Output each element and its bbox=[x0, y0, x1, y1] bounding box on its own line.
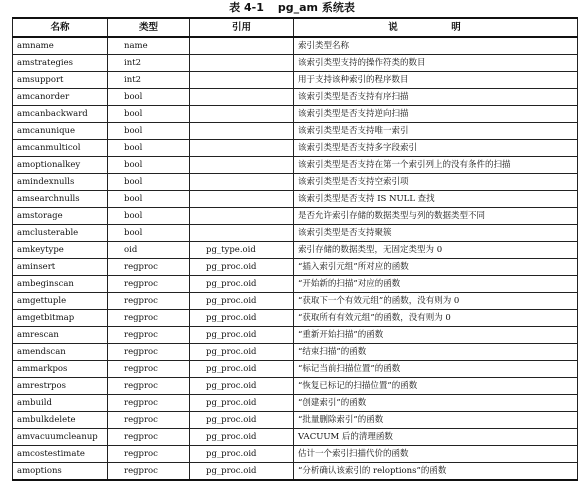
cell-name: amclusterable bbox=[13, 225, 108, 242]
cell-name: amname bbox=[13, 37, 108, 55]
header-row bbox=[13, 18, 578, 37]
cell-type: regproc bbox=[108, 395, 190, 412]
cell-type: name bbox=[108, 37, 190, 55]
cell-type: bool bbox=[108, 225, 190, 242]
cell-reference bbox=[190, 37, 294, 55]
table-row bbox=[13, 378, 578, 395]
cell-reference bbox=[190, 157, 294, 174]
table-row bbox=[13, 412, 578, 429]
cell-type: regproc bbox=[108, 378, 190, 395]
cell-name: ammarkpos bbox=[13, 361, 108, 378]
cell-description: VACUUM 后的清理函数 bbox=[294, 429, 578, 446]
table-row bbox=[13, 344, 578, 361]
table-row bbox=[13, 89, 578, 106]
cell-reference: pg_proc.oid bbox=[190, 293, 294, 310]
table-row bbox=[13, 37, 578, 55]
cell-reference: pg_proc.oid bbox=[190, 446, 294, 463]
cell-description: “批量删除索引”的函数 bbox=[294, 412, 578, 429]
cell-description: 估计一个索引扫描代价的函数 bbox=[294, 446, 578, 463]
cell-description: 该索引类型是否支持 IS NULL 查找 bbox=[294, 191, 578, 208]
cell-description: “获取所有有效元组”的函数，没有则为 0 bbox=[294, 310, 578, 327]
caption-number: 表 4-1 bbox=[229, 1, 264, 14]
table-row bbox=[13, 293, 578, 310]
cell-name: amcanunique bbox=[13, 123, 108, 140]
cell-type: regproc bbox=[108, 446, 190, 463]
table-row bbox=[13, 327, 578, 344]
cell-name: amoptionalkey bbox=[13, 157, 108, 174]
cell-reference: pg_proc.oid bbox=[190, 310, 294, 327]
cell-type: bool bbox=[108, 106, 190, 123]
cell-description: “获取下一个有效元组”的函数，没有则为 0 bbox=[294, 293, 578, 310]
cell-description: “重新开始扫描”的函数 bbox=[294, 327, 578, 344]
table-row bbox=[13, 310, 578, 327]
cell-type: regproc bbox=[108, 344, 190, 361]
cell-description: “开始新的扫描”对应的函数 bbox=[294, 276, 578, 293]
caption-title: pg_am 系统表 bbox=[277, 1, 355, 14]
cell-name: amoptions bbox=[13, 463, 108, 481]
header-reference: 引用 bbox=[190, 18, 294, 37]
table-row bbox=[13, 72, 578, 89]
cell-type: bool bbox=[108, 140, 190, 157]
cell-description: 该索引类型是否支持有序扫描 bbox=[294, 89, 578, 106]
table-row bbox=[13, 276, 578, 293]
cell-reference: pg_proc.oid bbox=[190, 429, 294, 446]
cell-type: regproc bbox=[108, 361, 190, 378]
cell-name: amindexnulls bbox=[13, 174, 108, 191]
cell-description: 该索引类型是否支持唯一索引 bbox=[294, 123, 578, 140]
cell-description: 是否允许索引存储的数据类型与列的数据类型不同 bbox=[294, 208, 578, 225]
cell-name: amrescan bbox=[13, 327, 108, 344]
cell-name: amendscan bbox=[13, 344, 108, 361]
cell-type: regproc bbox=[108, 429, 190, 446]
cell-reference bbox=[190, 55, 294, 72]
table-row bbox=[13, 174, 578, 191]
cell-name: amsearchnulls bbox=[13, 191, 108, 208]
cell-type: regproc bbox=[108, 310, 190, 327]
header-description: 说 明 bbox=[294, 18, 578, 37]
cell-reference bbox=[190, 140, 294, 157]
cell-type: bool bbox=[108, 208, 190, 225]
table-row bbox=[13, 123, 578, 140]
cell-name: amvacuumcleanup bbox=[13, 429, 108, 446]
cell-reference: pg_proc.oid bbox=[190, 276, 294, 293]
cell-description: 该索引类型是否支持逆向扫描 bbox=[294, 106, 578, 123]
table-row bbox=[13, 191, 578, 208]
table-row bbox=[13, 140, 578, 157]
table-row bbox=[13, 361, 578, 378]
table-row bbox=[13, 429, 578, 446]
cell-type: regproc bbox=[108, 412, 190, 429]
cell-reference: pg_type.oid bbox=[190, 242, 294, 259]
cell-reference bbox=[190, 89, 294, 106]
cell-name: aminsert bbox=[13, 259, 108, 276]
cell-name: amkeytype bbox=[13, 242, 108, 259]
table-row bbox=[13, 55, 578, 72]
cell-reference bbox=[190, 72, 294, 89]
cell-reference: pg_proc.oid bbox=[190, 378, 294, 395]
cell-type: bool bbox=[108, 123, 190, 140]
cell-reference bbox=[190, 225, 294, 242]
table-row bbox=[13, 395, 578, 412]
cell-reference: pg_proc.oid bbox=[190, 361, 294, 378]
cell-type: regproc bbox=[108, 276, 190, 293]
cell-type: regproc bbox=[108, 327, 190, 344]
table-row bbox=[13, 242, 578, 259]
table-row bbox=[13, 463, 578, 481]
cell-type: bool bbox=[108, 89, 190, 106]
cell-type: regproc bbox=[108, 293, 190, 310]
cell-description: “恢复已标记的扫描位置”的函数 bbox=[294, 378, 578, 395]
cell-reference: pg_proc.oid bbox=[190, 327, 294, 344]
cell-type: bool bbox=[108, 157, 190, 174]
cell-name: amcanorder bbox=[13, 89, 108, 106]
cell-name: amsupport bbox=[13, 72, 108, 89]
header-name: 名称 bbox=[13, 18, 108, 37]
cell-description: 该索引类型是否支持聚簇 bbox=[294, 225, 578, 242]
cell-reference: pg_proc.oid bbox=[190, 412, 294, 429]
cell-type: oid bbox=[108, 242, 190, 259]
header-type: 类型 bbox=[108, 18, 190, 37]
cell-type: bool bbox=[108, 191, 190, 208]
cell-description: “创建索引”的函数 bbox=[294, 395, 578, 412]
cell-name: amgettuple bbox=[13, 293, 108, 310]
table-row bbox=[13, 225, 578, 242]
cell-description: 该索引类型是否支持空索引项 bbox=[294, 174, 578, 191]
pg-am-table bbox=[12, 17, 578, 481]
table-row bbox=[13, 446, 578, 463]
cell-description: “标记当前扫描位置”的函数 bbox=[294, 361, 578, 378]
table-row bbox=[13, 259, 578, 276]
cell-description: “结束扫描”的函数 bbox=[294, 344, 578, 361]
cell-type: regproc bbox=[108, 463, 190, 481]
table-row bbox=[13, 106, 578, 123]
cell-reference: pg_proc.oid bbox=[190, 463, 294, 481]
cell-description: 用于支持该种索引的程序数目 bbox=[294, 72, 578, 89]
table-row bbox=[13, 157, 578, 174]
cell-reference bbox=[190, 191, 294, 208]
cell-reference bbox=[190, 174, 294, 191]
cell-reference: pg_proc.oid bbox=[190, 395, 294, 412]
cell-reference: pg_proc.oid bbox=[190, 259, 294, 276]
cell-name: amrestrpos bbox=[13, 378, 108, 395]
cell-reference bbox=[190, 208, 294, 225]
cell-name: amgetbitmap bbox=[13, 310, 108, 327]
cell-description: 索引类型名称 bbox=[294, 37, 578, 55]
cell-name: amcanmulticol bbox=[13, 140, 108, 157]
table-body bbox=[13, 37, 578, 480]
cell-type: int2 bbox=[108, 72, 190, 89]
table-caption bbox=[0, 2, 584, 14]
cell-description: 该索引类型支持的操作符类的数目 bbox=[294, 55, 578, 72]
cell-name: amcostestimate bbox=[13, 446, 108, 463]
cell-name: amstrategies bbox=[13, 55, 108, 72]
cell-type: bool bbox=[108, 174, 190, 191]
cell-description: 该索引类型是否支持多字段索引 bbox=[294, 140, 578, 157]
cell-name: ambeginscan bbox=[13, 276, 108, 293]
cell-reference: pg_proc.oid bbox=[190, 344, 294, 361]
cell-description: 该索引类型是否支持在第一个索引列上的没有条件的扫描 bbox=[294, 157, 578, 174]
cell-description: “插入索引元组”所对应的函数 bbox=[294, 259, 578, 276]
cell-type: regproc bbox=[108, 259, 190, 276]
cell-description: 索引存储的数据类型，无固定类型为 0 bbox=[294, 242, 578, 259]
cell-reference bbox=[190, 106, 294, 123]
table-row bbox=[13, 208, 578, 225]
cell-type: int2 bbox=[108, 55, 190, 72]
cell-name: ambuild bbox=[13, 395, 108, 412]
cell-name: ambulkdelete bbox=[13, 412, 108, 429]
cell-name: amstorage bbox=[13, 208, 108, 225]
cell-name: amcanbackward bbox=[13, 106, 108, 123]
cell-reference bbox=[190, 123, 294, 140]
cell-description: “分析确认该索引的 reloptions”的函数 bbox=[294, 463, 578, 481]
